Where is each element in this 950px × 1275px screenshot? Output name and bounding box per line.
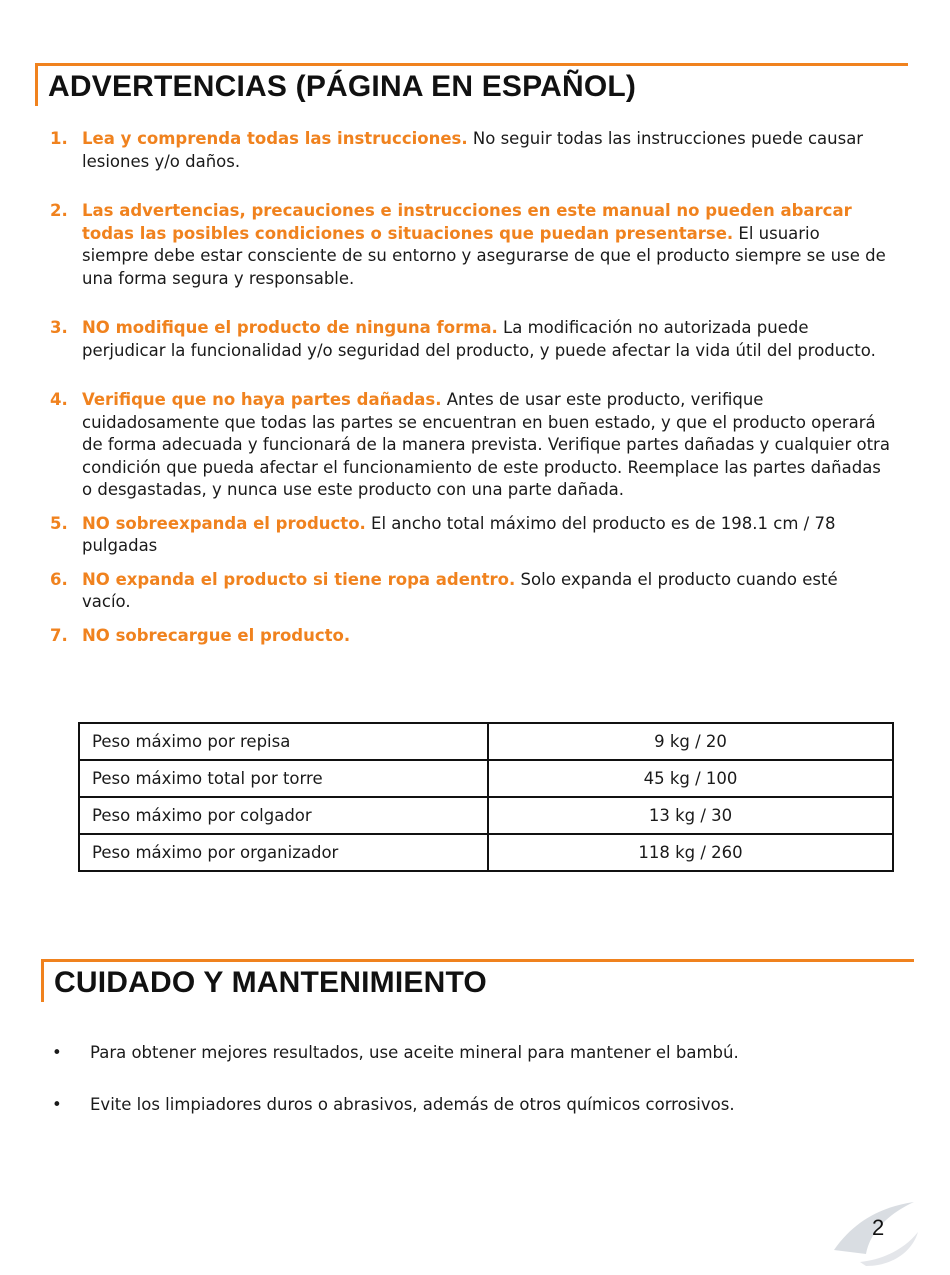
care-text: Evite los limpiadores duros o abrasivos, además de otros químicos corrosivos. bbox=[90, 1095, 735, 1114]
warning-body: Antes de usar este producto, verifique cuidadosamente que todas las partes se encuentran en buen estado, y que el producto operará de forma adecuada y funcionará de la manera prevista. Verifique partes dañadas y cualquier otra condición que pueda afectar el funcionamiento de este producto. Reemplace las partes dañadas o desgastadas, y nunca use este producto con una parte dañada. bbox=[82, 390, 890, 499]
warning-item-5 bbox=[50, 513, 890, 558]
table-row bbox=[79, 760, 893, 797]
warnings-list bbox=[50, 128, 890, 647]
warning-number: 4. bbox=[50, 390, 68, 409]
table-cell-label: Peso máximo por repisa bbox=[79, 723, 488, 760]
warning-item-7 bbox=[50, 625, 890, 648]
warning-body: No seguir todas las instrucciones puede causar lesiones y/o daños. bbox=[82, 129, 864, 171]
warning-body: El usuario siempre debe estar consciente de su entorno y asegurarse de que el producto siempre se use de una forma segura y responsable. bbox=[82, 223, 886, 288]
table-cell-value: 9 kg / 20 bbox=[488, 723, 893, 760]
warning-number: 1. bbox=[50, 129, 68, 148]
warning-number: 3. bbox=[50, 318, 68, 337]
warning-lead: NO expanda el producto si tiene ropa adentro. bbox=[82, 569, 516, 589]
warning-item-3 bbox=[50, 317, 890, 362]
warning-number: 6. bbox=[50, 569, 68, 589]
warnings-header bbox=[35, 63, 908, 106]
bullet: • bbox=[52, 1043, 62, 1062]
table-cell-label: Peso máximo total por torre bbox=[79, 760, 488, 797]
warning-lead: NO modifique el producto de ninguna forma. bbox=[82, 318, 498, 337]
warning-lead: Las advertencias, precauciones e instrucciones en este manual no pueden abarcar todas las posibles condiciones o situaciones que puedan presentarse. bbox=[82, 201, 852, 243]
warning-body: El ancho total máximo del producto es de 198.1 cm / 78 pulgadas bbox=[82, 513, 836, 555]
table-cell-label: Peso máximo por organizador bbox=[79, 834, 488, 871]
table-cell-value: 118 kg / 260 bbox=[488, 834, 893, 871]
bullet: • bbox=[52, 1095, 62, 1114]
care-list bbox=[52, 1041, 902, 1145]
table-cell-label: Peso máximo por colgador bbox=[79, 797, 488, 834]
warnings-title: ADVERTENCIAS (PÁGINA EN ESPAÑOL) bbox=[48, 70, 637, 103]
warning-lead: Verifique que no haya partes dañadas. bbox=[82, 390, 442, 409]
warning-item-1 bbox=[50, 128, 890, 173]
warning-body: Solo expanda el producto cuando esté vacío. bbox=[82, 569, 838, 611]
weight-limits-table bbox=[78, 722, 894, 872]
warning-lead: NO sobreexpanda el producto. bbox=[82, 513, 366, 533]
table-row bbox=[79, 723, 893, 760]
warning-number: 5. bbox=[50, 513, 68, 533]
care-header bbox=[41, 959, 914, 1002]
warning-item-6 bbox=[50, 569, 890, 614]
table-cell-value: 13 kg / 30 bbox=[488, 797, 893, 834]
warning-number: 2. bbox=[50, 201, 68, 220]
table-cell-value: 45 kg / 100 bbox=[488, 760, 893, 797]
page-number: 2 bbox=[872, 1215, 885, 1240]
table-row bbox=[79, 834, 893, 871]
warning-item-2 bbox=[50, 200, 890, 290]
list-item bbox=[52, 1093, 902, 1117]
care-text: Para obtener mejores resultados, use aceite mineral para mantener el bambú. bbox=[90, 1043, 739, 1062]
warning-item-4 bbox=[50, 389, 890, 502]
warning-lead: Lea y comprenda todas las instrucciones. bbox=[82, 129, 468, 148]
warning-number: 7. bbox=[50, 625, 68, 645]
warning-lead: NO sobrecargue el producto. bbox=[82, 625, 351, 645]
list-item bbox=[52, 1041, 902, 1065]
care-title: CUIDADO Y MANTENIMIENTO bbox=[54, 966, 487, 999]
warning-body: La modificación no autorizada puede perjudicar la funcionalidad y/o seguridad del producto, y puede afectar la vida útil del producto. bbox=[82, 318, 876, 360]
table-row bbox=[79, 797, 893, 834]
